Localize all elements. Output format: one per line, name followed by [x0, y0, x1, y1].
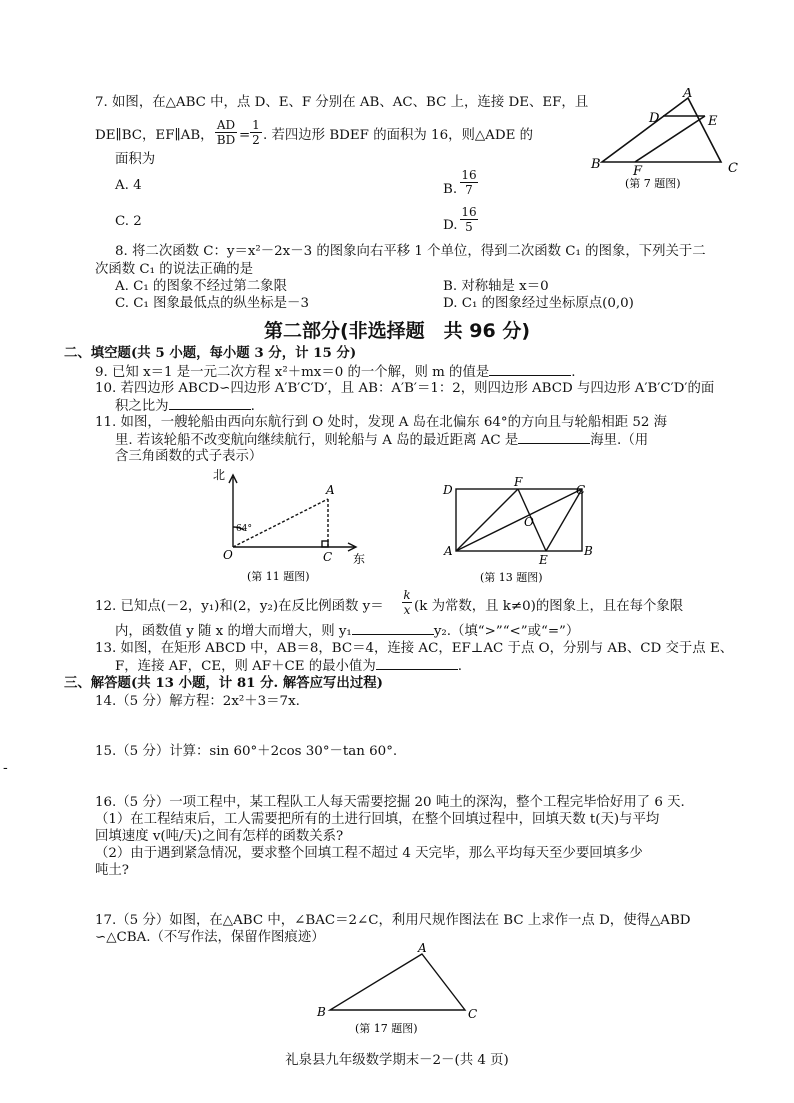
q7-option-d-label: D. [443, 218, 458, 233]
q11-line3: 含三角函数的式子表示） [115, 449, 263, 464]
q9-blank [489, 363, 571, 376]
figure-7-caption: (第 7 题图) [625, 177, 681, 190]
q17-line1: 17.（5 分）如图，在△ABC 中，∠BAC＝2∠C，利用尺规作图法在 BC 上求作一点 D，使得△ABD [95, 913, 691, 928]
q16-line1: 16.（5 分）一项工程中，某工程队工人每天需要挖掘 20 吨土的深沟，整个工程完毕恰好用了 6 天. [95, 795, 685, 810]
east-label: 东 [353, 552, 366, 566]
figure-7-triangle [585, 88, 745, 196]
right-angle-mark [322, 541, 328, 547]
triangle-abc [330, 954, 465, 1010]
figure-11-caption: (第 11 题图) [247, 570, 310, 583]
label-a: A [683, 88, 693, 101]
angle-label: 64° [236, 524, 252, 534]
page-footer: 礼泉县九年级数学期末－2－(共 4 页) [285, 1053, 509, 1068]
q12-blank [352, 622, 434, 635]
q7-line2-pre: DE∥BC，EF∥AB， [95, 128, 214, 143]
segment-oa [233, 499, 328, 547]
label-c: C [728, 161, 738, 176]
q16-line4: （2）由于遇到紧急情况，要求整个回填工程不超过 4 天完毕，那么平均每天至少要回填多少 [95, 846, 643, 861]
q7-line2-post: . 若四边形 BDEF 的面积为 16，则△ADE 的 [263, 128, 533, 143]
q8-line1: 8. 将二次函数 C：y＝x²－2x－3 的图象向右平移 1 个单位，得到二次函数 C₁ 的图象，下列关于二 [115, 244, 706, 259]
label-f: F [633, 164, 643, 179]
margin-mark: - [3, 760, 8, 776]
q8-option-a: A. C₁ 的图象不经过第二象限 [115, 279, 287, 294]
q7-option-d-fraction: $\frac{16}{5}$ [461, 205, 477, 234]
label-c: C [576, 483, 586, 497]
q8-option-b: B. 对称轴是 x＝0 [443, 279, 549, 294]
q11-line2: 里. 若该轮船不改变航向继续航行，则轮船与 A 岛的最近距离 AC 是 海里.（用 [115, 433, 649, 448]
segment-af [456, 489, 518, 551]
label-c: C [468, 1007, 478, 1021]
section2-heading: 二、填空题(共 5 小题，每小题 3 分，计 15 分) [64, 345, 357, 361]
north-label: 北 [213, 468, 226, 482]
q10-blank [169, 397, 251, 410]
q13-line1: 13. 如图，在矩形 ABCD 中，AB＝8，BC＝4，连接 AC，EF⊥AC 于点 O，分别与 AB、CD 交于点 E、 [95, 641, 734, 656]
figure-17-caption: (第 17 题图) [355, 1022, 418, 1035]
q7-option-c: C. 2 [115, 214, 142, 229]
section3-heading: 三、解答题(共 13 小题，计 81 分. 解答应写出过程) [64, 675, 383, 691]
figure-11-bearing [205, 465, 375, 590]
triangle-abc [602, 98, 721, 162]
q7-option-a: A. 4 [115, 178, 142, 193]
q12-fraction-k-x: $\frac{k}{x}$ [403, 588, 411, 617]
q8-line2: 次函数 C₁ 的说法正确的是 [95, 262, 254, 277]
label-a: A [326, 483, 335, 497]
q14-text: 14.（5 分）解方程：2x²＋3＝7x. [95, 694, 300, 709]
part2-title: 第二部分(非选择题 共 96 分) [263, 320, 531, 342]
label-e: E [539, 553, 548, 567]
q7-line1: 7. 如图，在△ABC 中，点 D、E、F 分别在 AB、AC、BC 上，连接 DE、EF，且 [95, 95, 589, 110]
q7-fraction-half: $\frac{1}{2}$ [250, 118, 262, 147]
label-o: O [524, 515, 534, 529]
label-e: E [708, 114, 718, 129]
q7-fraction-ad-bd: $\frac{AD}{BD}$ [216, 118, 236, 147]
q15-text: 15.（5 分）计算：sin 60°＋2cos 30°－tan 60°. [95, 744, 398, 759]
q8-option-d: D. C₁ 的图象经过坐标原点(0,0) [443, 296, 634, 311]
label-c: C [323, 550, 333, 564]
q8-option-c: C. C₁ 图象最低点的纵坐标是－3 [115, 296, 309, 311]
q17-line2: ∽△CBA.（不写作法，保留作图痕迹） [95, 930, 325, 945]
label-o: O [223, 548, 233, 562]
segment-ef [635, 116, 705, 162]
label-d: D [649, 111, 660, 126]
q11-blank [518, 431, 590, 444]
label-d: D [443, 483, 453, 497]
q12-line1-post: (k 为常数，且 k≠0)的图象上，且在每个象限 [414, 599, 684, 614]
q12-line1-pre: 12. 已知点(－2，y₁)和(2，y₂)在反比例函数 y＝ [95, 599, 384, 614]
q16-line3: 回填速度 v(吨/天)之间有怎样的函数关系? [95, 829, 344, 844]
q16-line2: （1）在工程结束后，工人需要把所有的土进行回填，在整个回填过程中，回填天数 t(天)与平均 [95, 812, 660, 827]
q7-equals: = [239, 128, 251, 143]
q12-line2: 内，函数值 y 随 x 的增大而增大，则 y₁ y₂.（填“>”“<”或“=”） [115, 624, 580, 639]
q13-blank [376, 657, 458, 670]
q7-option-b-fraction: $\frac{16}{7}$ [461, 168, 477, 197]
label-a: A [444, 544, 453, 558]
q13-line2: F，连接 AF，CE，则 AF＋CE 的最小值为 . [115, 659, 462, 674]
figure-17-triangle [310, 940, 490, 1040]
label-a: A [418, 941, 427, 955]
label-b: B [591, 157, 601, 172]
q7-line3: 面积为 [115, 152, 156, 167]
q11-line1: 11. 如图，一艘轮船由西向东航行到 O 处时，发现 A 岛在北偏东 64°的方向且与轮船相距 52 海 [95, 415, 668, 430]
figure-13-caption: (第 13 题图) [480, 571, 543, 584]
q9-text: 9. 已知 x＝1 是一元二次方程 x²＋mx＝0 的一个解，则 m 的值是 . [95, 365, 576, 380]
q10-line2: 积之比为 . [115, 399, 255, 414]
q16-line5: 吨土? [95, 863, 129, 878]
label-b: B [584, 544, 593, 558]
figure-13-rectangle [440, 475, 600, 590]
label-b: B [317, 1005, 326, 1019]
q10-line1: 10. 若四边形 ABCD∽四边形 A′B′C′D′，且 AB：A′B′＝1：2，则四边形 ABCD 与四边形 A′B′C′D′的面 [95, 381, 715, 396]
q7-option-b-label: B. [443, 182, 458, 197]
diagonal-ac [456, 489, 582, 551]
label-f: F [514, 475, 523, 489]
